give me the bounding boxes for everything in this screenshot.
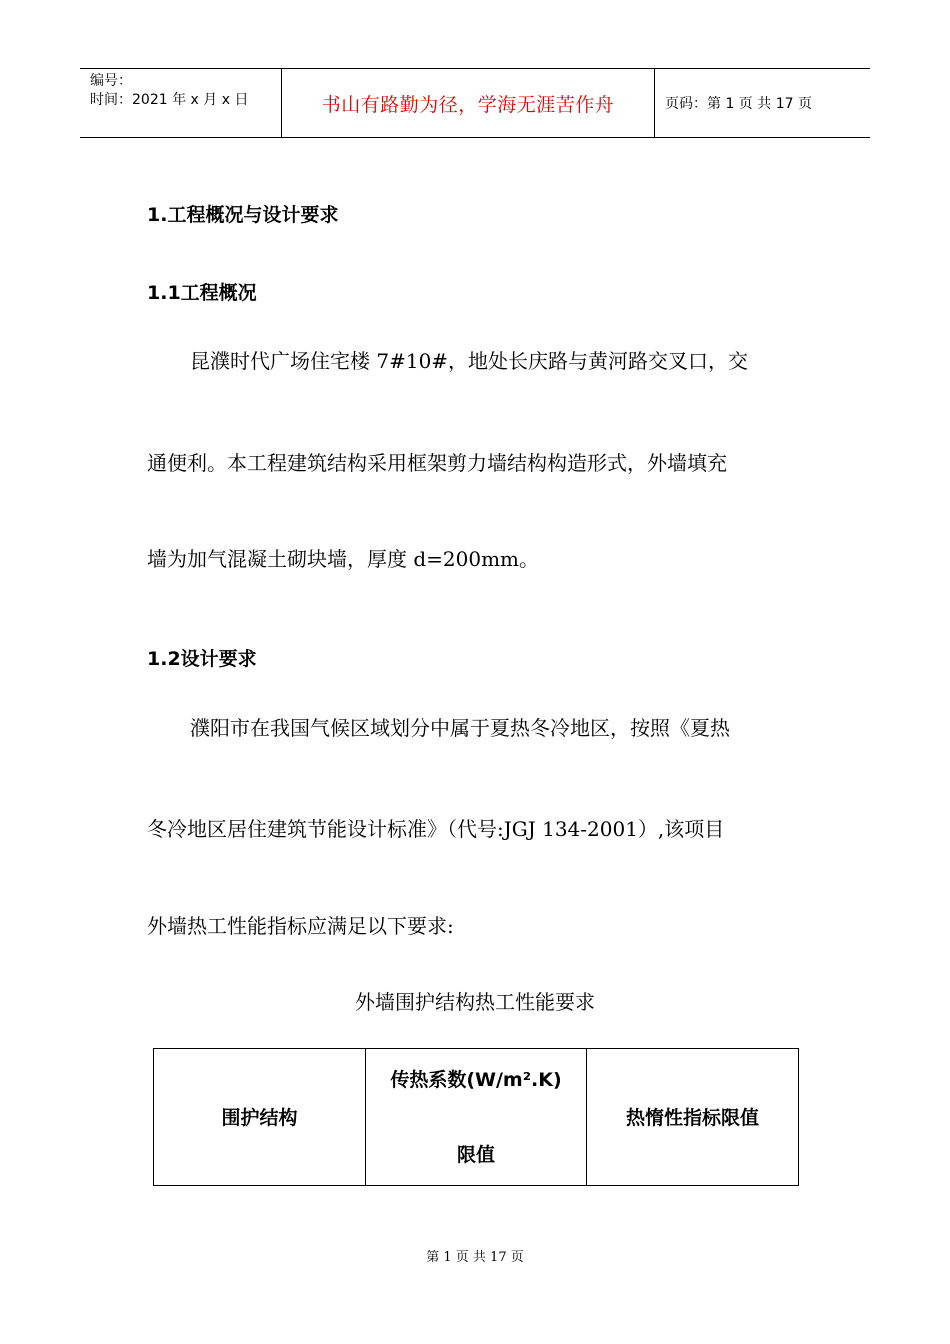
paragraph-line: 墙为加气混凝土砌块墙，厚度 d=200mm。 [147, 547, 540, 571]
doc-time-label: 时间：2021 年 x 月 x 日 [90, 92, 249, 108]
col-heat-transfer-coef: 传热系数(W/m².K) [390, 1069, 562, 1091]
section-1-2-title: 1.2设计要求 [147, 648, 257, 670]
paragraph-line: 通便利。本工程建筑结构采用框架剪力墙结构构造形式，外墙填充 [147, 451, 727, 475]
table-header-cell [587, 1049, 798, 1185]
table-caption: 外墙围护结构热工性能要求 [355, 990, 595, 1014]
paragraph-line: 冬冷地区居住建筑节能设计标准》（代号:JGJ 134-2001）,该项目 [147, 817, 725, 841]
table-header-cell [366, 1049, 587, 1185]
paragraph-line: 外墙热工性能指标应满足以下要求: [147, 914, 454, 938]
header-meta-cell [80, 69, 282, 137]
page-info: 页码：第 1 页 共 17 页 [665, 96, 812, 112]
col-thermal-inertia-limit: 热惰性指标限值 [625, 1107, 759, 1129]
col-envelope-structure: 围护结构 [221, 1107, 298, 1129]
section-1-1-title: 1.1工程概况 [147, 282, 257, 304]
header-page-cell [655, 69, 870, 137]
motto-text: 书山有路勤为径，学海无涯苦作舟 [321, 93, 615, 116]
header-table [80, 68, 870, 138]
page-footer: 第 1 页 共 17 页 [426, 1250, 524, 1265]
thermal-requirements-table [153, 1048, 799, 1186]
header-motto-cell [282, 69, 655, 137]
doc-number-label: 编号： [90, 73, 132, 89]
section-1-title: 1.工程概况与设计要求 [147, 204, 339, 226]
paragraph-line: 濮阳市在我国气候区域划分中属于夏热冬冷地区，按照《夏热 [190, 716, 730, 740]
paragraph-line: 昆濮时代广场住宅楼 7#10#，地处长庆路与黄河路交叉口，交 [190, 349, 749, 373]
col-heat-transfer-limit: 限值 [456, 1144, 495, 1166]
table-header-cell [154, 1049, 366, 1185]
